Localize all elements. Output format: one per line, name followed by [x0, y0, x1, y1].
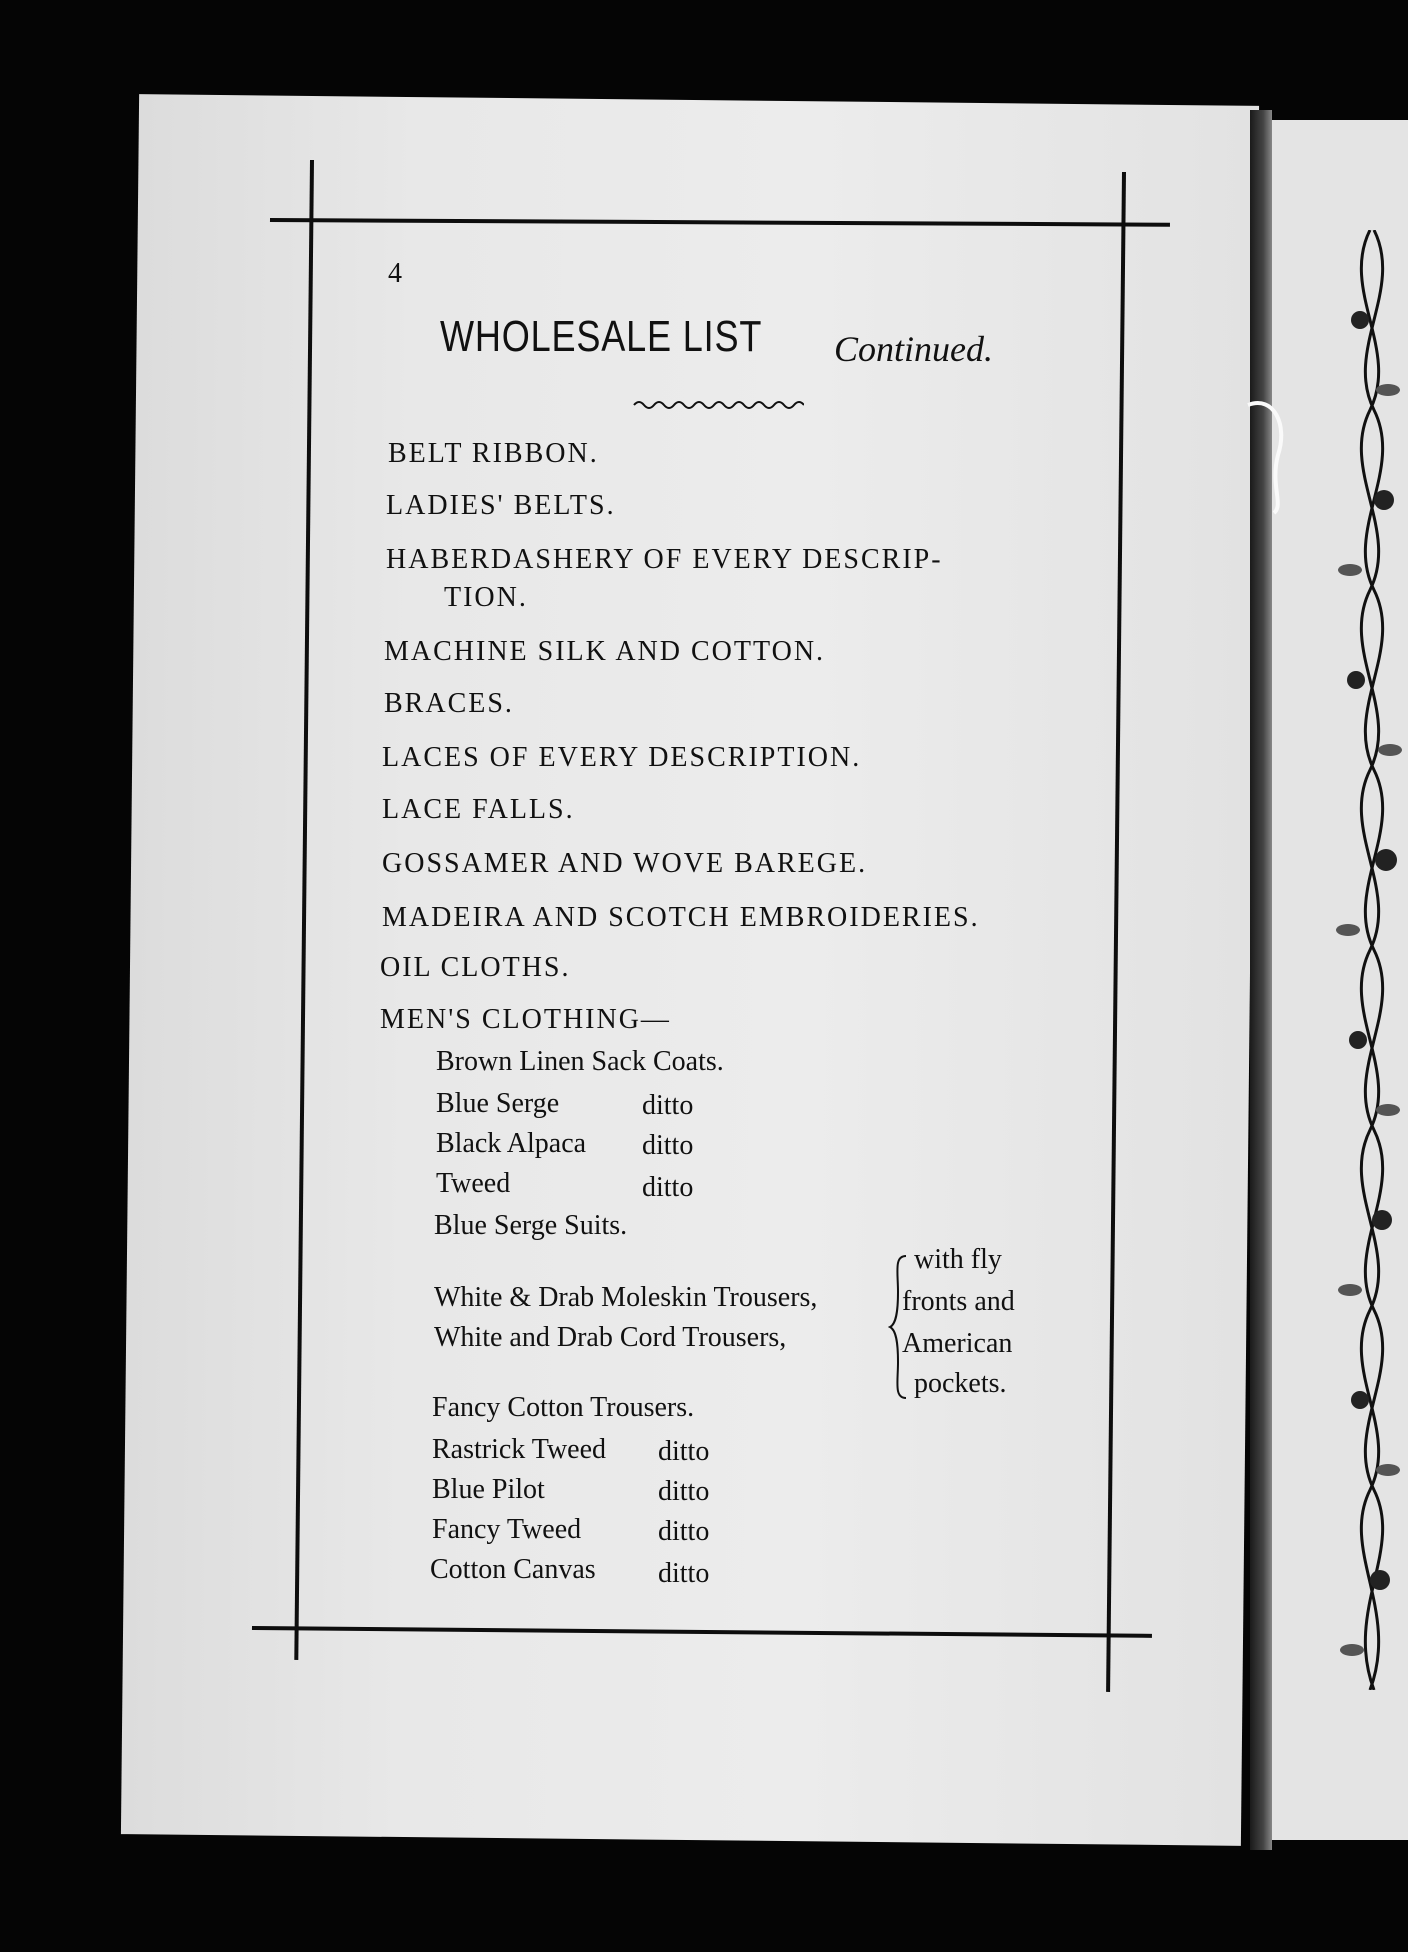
- list-item: TION.: [444, 582, 528, 613]
- list-item: BRACES.: [384, 688, 514, 719]
- page-number: 4: [388, 258, 402, 289]
- clothing-item: Brown Linen Sack Coats.: [436, 1046, 724, 1077]
- brace-note-line: pockets.: [914, 1368, 1007, 1399]
- list-item: LACE FALLS.: [382, 794, 575, 825]
- list-item: LADIES' BELTS.: [386, 490, 616, 521]
- clothing-item: Blue Pilot: [432, 1474, 545, 1505]
- brace-note-line: fronts and: [902, 1286, 1015, 1317]
- ditto-mark: ditto: [658, 1516, 710, 1547]
- clothing-item: White & Drab Moleskin Trousers,: [434, 1282, 818, 1313]
- clothing-item: Black Alpaca: [436, 1128, 587, 1159]
- ditto-mark: ditto: [658, 1436, 710, 1467]
- list-item: GOSSAMER AND WOVE BAREGE.: [382, 848, 868, 879]
- ditto-mark: ditto: [642, 1172, 694, 1203]
- list-item: MADEIRA AND SCOTCH EMBROIDERIES.: [382, 902, 980, 933]
- list-item: OIL CLOTHS.: [380, 952, 571, 983]
- ditto-mark: ditto: [658, 1558, 710, 1589]
- ditto-mark: ditto: [642, 1130, 694, 1161]
- list-item: HABERDASHERY OF EVERY DESCRIP-: [386, 544, 943, 575]
- clothing-item: Fancy Tweed: [432, 1514, 582, 1545]
- list-item: MACHINE SILK AND COTTON.: [384, 636, 826, 667]
- clothing-item: Blue Serge: [436, 1088, 560, 1119]
- clothing-item: Blue Serge Suits.: [434, 1210, 628, 1241]
- decorative-squiggle: [632, 398, 804, 412]
- brace-note-line: American: [902, 1328, 1013, 1359]
- ditto-mark: ditto: [642, 1090, 694, 1121]
- list-item: LACES OF EVERY DESCRIPTION.: [382, 742, 862, 773]
- heading-continued: Continued.: [834, 329, 993, 369]
- list-item: MEN'S CLOTHING—: [380, 1004, 671, 1035]
- clothing-item: Cotton Canvas: [430, 1554, 596, 1585]
- clothing-item: White and Drab Cord Trousers,: [434, 1322, 787, 1353]
- list-item: BELT RIBBON.: [388, 438, 599, 469]
- curly-brace: [888, 1252, 910, 1402]
- clothing-item: Rastrick Tweed: [432, 1434, 607, 1465]
- brace-note-line: with fly: [914, 1244, 1002, 1275]
- clothing-item: Fancy Cotton Trousers.: [432, 1392, 695, 1423]
- clothing-item: Tweed: [436, 1168, 511, 1199]
- page-heading: WHOLESALE LIST: [440, 312, 763, 361]
- ditto-mark: ditto: [658, 1476, 710, 1507]
